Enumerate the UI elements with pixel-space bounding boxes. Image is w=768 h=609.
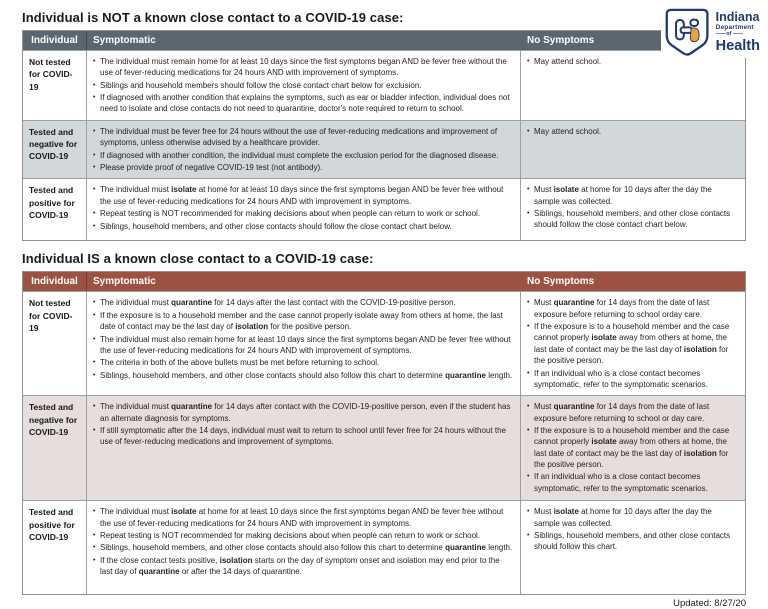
bullet-item: • Must quarantine for 14 days from the date of last exposure before returning to school or day care. xyxy=(527,402,710,423)
bullet-item: • If diagnosed with another condition, the individual must complete the exclusion period for the diagnosed disease. xyxy=(93,150,499,160)
bullet-icon: • xyxy=(93,127,96,135)
bullet-icon: • xyxy=(93,81,96,89)
table2-title: Individual IS a known close contact to a COVID-19 case: xyxy=(22,251,374,267)
individual-cell: Tested and positive for COVID-19 xyxy=(23,179,87,240)
bullet-icon: • xyxy=(93,222,96,230)
bullet-icon: • xyxy=(527,473,530,481)
table1-title: Individual is NOT a known close contact to a COVID-19 case: xyxy=(22,10,404,25)
bullet-item: • Siblings and household members should follow the close contact chart below for exclusion. xyxy=(93,80,422,90)
bullet-icon: • xyxy=(93,359,96,367)
bullet-item: • May attend school. xyxy=(527,57,602,66)
logo-line-indiana: Indiana xyxy=(715,10,760,24)
bullet-icon: • xyxy=(527,426,530,434)
torch-flame xyxy=(690,28,699,42)
symptomatic-cell xyxy=(87,121,521,179)
bullet-icon: • xyxy=(93,426,96,434)
bullet-icon: • xyxy=(527,323,530,331)
individual-cell: Tested and negative for COVID-19 xyxy=(23,121,87,179)
bullet-item: • Siblings, household members, and other close contacts should also follow this chart to determine quarantine length. xyxy=(93,543,513,553)
h-right-top xyxy=(690,20,698,26)
bullet-icon: • xyxy=(527,403,530,411)
table-row xyxy=(23,291,745,395)
column-header-symptomatic: Symptomatic xyxy=(93,276,156,288)
bullet-item: • The individual must be fever free for 24 hours without the use of fever-reducing medications and improvement of symptoms, unless otherwise advised by a healthcare provider. xyxy=(93,126,498,148)
no-symptoms-cell xyxy=(521,121,745,179)
no-symptoms-cell xyxy=(521,501,745,594)
symptomatic-cell xyxy=(87,501,521,594)
symptomatic-cell xyxy=(87,179,521,240)
column-header-individual: Individual xyxy=(23,31,87,50)
table1-header-row xyxy=(23,31,745,50)
column-header-individual: Individual xyxy=(23,272,87,291)
bullet-icon: • xyxy=(527,299,530,307)
bullet-item: • Please provide proof of negative COVID-19 test (not antibody). xyxy=(93,162,323,172)
bullet-item: • Siblings, household members, and other close contacts should also follow this chart to determine quarantine length. xyxy=(93,370,513,380)
bullet-item: • Repeat testing is NOT recommended for making decisions about when people can return to work or school. xyxy=(93,209,481,219)
bullet-icon: • xyxy=(93,371,96,379)
bullet-icon: • xyxy=(93,311,96,319)
bullet-item: • The individual must remain home for at least 10 days since the first symptoms began AND be fever free without the use of fever-reducing medications for 24 hours AND with improvement of symptoms. xyxy=(93,57,507,78)
bullet-item: • If an individual who is a close contact becomes symptomatic, refer to the symptomatic scenarios. xyxy=(527,368,708,389)
no-symptoms-cell xyxy=(521,292,745,395)
bullet-icon: • xyxy=(93,163,96,171)
bullet-icon: • xyxy=(527,508,530,516)
table-not-close-contact xyxy=(22,30,746,241)
bullet-item: • The individual must quarantine for 14 days after contact with the COVID-19-positive person, even if the student has an alternate diagnosis for symptoms. xyxy=(93,402,511,423)
no-symptoms-cell xyxy=(521,396,745,500)
bullet-item: • Siblings, household members, and other close contacts should follow the close contact chart below. xyxy=(527,209,731,230)
bullet-item: • If the exposure is to a household member and the case cannot properly isolate away from others at home, the last date of contact may be the last day of isolation for the positive person. xyxy=(527,425,730,470)
bullet-item: • If diagnosed with another condition that explains the symptoms, such as ear or bladder infection, individual does not need to isolate and close contacts do not need to quarantine, doctor's note required to return to school. xyxy=(93,93,510,114)
bullet-item: • If an individual who is a close contact becomes symptomatic, refer to the symptomatic scenarios. xyxy=(527,472,708,493)
bullet-item: • If still symptomatic after the 14 days, individual must wait to return to school until fever free for 24 hours without the use of fever-reducing medications and improvement of symptoms. xyxy=(93,425,506,447)
symptomatic-cell xyxy=(87,51,521,120)
logo-line-health: Health xyxy=(715,37,760,54)
bullet-icon: • xyxy=(93,299,96,307)
table-row xyxy=(23,50,745,120)
bullet-icon: • xyxy=(93,186,96,194)
individual-cell: Not tested for COVID-19 xyxy=(23,292,87,395)
logo-text xyxy=(716,11,760,53)
symptomatic-cell xyxy=(87,292,521,395)
column-header-no-symptoms: No Symptoms xyxy=(527,35,595,46)
bullet-icon: • xyxy=(93,58,96,65)
bullet-item: • Must quarantine for 14 days from the date of last exposure before returning to school orday care. xyxy=(527,298,710,319)
table1-body xyxy=(23,50,745,240)
bullet-icon: • xyxy=(93,531,96,539)
updated-date: Updated: 8/27/20 xyxy=(673,598,746,609)
bullet-item: • Siblings, household members, and other close contacts should follow the close contact chart below. xyxy=(93,221,452,231)
table2-body xyxy=(23,291,745,594)
bullet-item: • The individual must isolate at home for at least 10 days since the first symptoms began AND be fever free without the use of fever-reducing medications for 24 hours AND with improvement in symptoms. xyxy=(93,185,504,206)
bullet-icon: • xyxy=(527,127,530,135)
bullet-item: • The individual must isolate at home for at least 10 days since the first symptoms began AND be fever free without the use of fever-reducing medications for 24 hours AND with improvement in symptoms. xyxy=(93,507,504,528)
indiana-doh-logo xyxy=(661,6,764,58)
bullet-icon: • xyxy=(93,210,96,218)
bullet-icon: • xyxy=(93,94,96,102)
bullet-item: • May attend school. xyxy=(527,126,602,136)
table-row xyxy=(23,500,745,594)
bullet-icon: • xyxy=(93,335,96,343)
logo-line-department: Department xyxy=(715,23,754,31)
bullet-icon: • xyxy=(527,531,530,539)
individual-cell: Tested and negative for COVID-19 xyxy=(23,396,87,500)
bullet-icon: • xyxy=(527,58,530,65)
column-header-no-symptoms: No Symptoms xyxy=(527,276,595,288)
bullet-item: • The individual must quarantine for 14 days after the last contact with the COVID-19-positive person. xyxy=(93,298,456,308)
bullet-icon: • xyxy=(93,544,96,552)
bullet-item: • If the close contact tests positive, isolation starts on the day of symptom onset and isolation may end prior to the last day of quarantine or after the 14 days of quarantine. xyxy=(93,555,500,577)
bullet-item: • The criteria in both of the above bullets must be met before returning to school. xyxy=(93,358,380,368)
bullet-icon: • xyxy=(93,403,96,411)
symptomatic-cell xyxy=(87,396,521,500)
bullet-icon: • xyxy=(527,186,530,194)
logo-line-of: —— of —— xyxy=(715,31,742,37)
table-is-close-contact xyxy=(22,271,746,595)
bullet-icon: • xyxy=(93,508,96,516)
h-crossbar xyxy=(680,27,691,33)
no-symptoms-cell xyxy=(521,179,745,240)
table-row xyxy=(23,395,745,500)
bullet-item: • Must isolate at home for 10 days after the day the sample was collected. xyxy=(527,507,712,528)
bullet-item: • Repeat testing is NOT recommended for making decisions about when people can return to work or school. xyxy=(93,530,481,540)
no-symptoms-cell xyxy=(521,51,745,120)
table2-header-row xyxy=(23,272,745,291)
shield-icon xyxy=(665,8,711,56)
bullet-icon: • xyxy=(93,151,96,159)
bullet-item: • The individual must also remain home for at least 10 days since the first symptoms began AND be fever free without the use of fever-reducing medications for 24 hours AND with improvement of symptoms. xyxy=(93,334,511,355)
individual-cell: Tested and positive for COVID-19 xyxy=(23,501,87,594)
bullet-icon: • xyxy=(527,210,530,218)
bullet-item: • If the exposure is to a household member and the case cannot properly isolate away from others at home, the last date of contact may be the last day of isolation for the positive person. xyxy=(93,310,503,332)
bullet-item: • If the exposure is to a household member and the case cannot properly isolate away from others at home, the last date of contact may be the last day of isolation for the positive person. xyxy=(527,322,730,366)
column-header-symptomatic: Symptomatic xyxy=(93,35,156,46)
bullet-item: • Must isolate at home for 10 days after the day the sample was collected. xyxy=(527,185,712,206)
table-row xyxy=(23,178,745,240)
bullet-item: • Siblings, household members, and other close contacts should follow this chart. xyxy=(527,530,731,552)
table-row xyxy=(23,120,745,179)
bullet-icon: • xyxy=(527,369,530,377)
individual-cell: Not tested for COVID-19 xyxy=(23,51,87,120)
bullet-icon: • xyxy=(93,556,96,564)
